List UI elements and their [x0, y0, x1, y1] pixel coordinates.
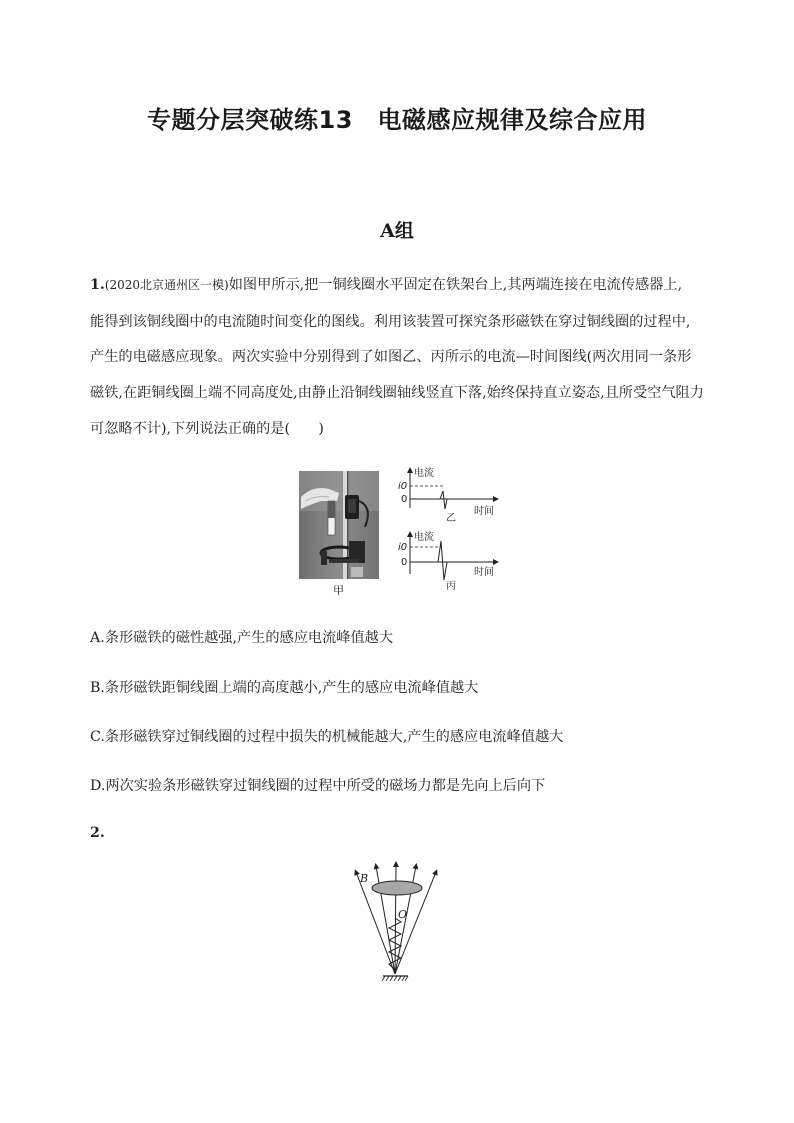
q1-line-4: 磁铁,在距铜线圈上端不同高度处,由静止沿铜线圈轴线竖直下落,始终保持直立姿态,且所受空气阻力	[90, 385, 704, 401]
page-title: 专题分层突破练13 电磁感应规律及综合应用	[147, 106, 647, 134]
q1-line-2: 能得到该铜线圈中的电流随时间变化的图线。利用该装置可探究条形磁铁在穿过铜线圈的过程中,	[90, 314, 691, 330]
bing-tick-i0: i0	[398, 542, 408, 553]
bing-caption: 丙	[446, 581, 456, 592]
q1-option-a: A.条形磁铁的磁性越强,产生的感应电流峰值越大	[90, 630, 394, 646]
yi-tick-i0: i0	[398, 481, 408, 492]
q1-option-d: D.两次实验条形磁铁穿过铜线圈的过程中所受的磁场力都是先向上后向下	[90, 778, 546, 794]
bing-tick-0: 0	[401, 557, 408, 568]
yi-xlabel: 时间	[474, 506, 494, 517]
q1-line-5: 可忽略不计),下列说法正确的是( )	[90, 421, 324, 437]
yi-ylabel: 电流	[414, 468, 434, 479]
ground-hatch	[382, 976, 408, 981]
q1-line-1: 1.(2020北京通州区一模)如图甲所示,把一铜线圈水平固定在铁架台上,其两端连接在电流传感器上,	[90, 277, 683, 293]
graph-yi	[396, 464, 500, 522]
q2-number-line: 2.	[90, 825, 105, 841]
q1-option-c: C.条形磁铁穿过铜线圈的过程中损失的机械能越大,产生的感应电流峰值越大	[90, 729, 564, 745]
label-b: B	[360, 872, 369, 885]
q1-line-3: 产生的电磁感应现象。两次实验中分别得到了如图乙、丙所示的电流—时间图线(两次用同一条形	[90, 349, 692, 365]
q1-option-b: B.条形磁铁距铜线圈上端的高度越小,产生的感应电流峰值越大	[90, 680, 479, 696]
bing-xlabel: 时间	[474, 567, 494, 578]
group-label: A组	[380, 220, 414, 242]
q2-number: 2	[90, 825, 100, 841]
graph-bing	[396, 528, 500, 592]
label-o: O	[398, 908, 408, 921]
q1-number: 1	[90, 277, 100, 293]
metal-ring	[372, 881, 422, 895]
yi-caption: 乙	[446, 513, 456, 522]
q1-text-1: 如图甲所示,把一铜线圈水平固定在铁架台上,其两端连接在电流传感器上,	[228, 277, 683, 293]
q1-source: (2020北京通州区一模)	[104, 278, 229, 292]
photo-caption: 甲	[333, 584, 344, 597]
yi-tick-0: 0	[401, 494, 408, 505]
bing-ylabel: 电流	[414, 532, 434, 543]
q2-figure	[346, 858, 446, 984]
apparatus-photo	[299, 471, 379, 579]
